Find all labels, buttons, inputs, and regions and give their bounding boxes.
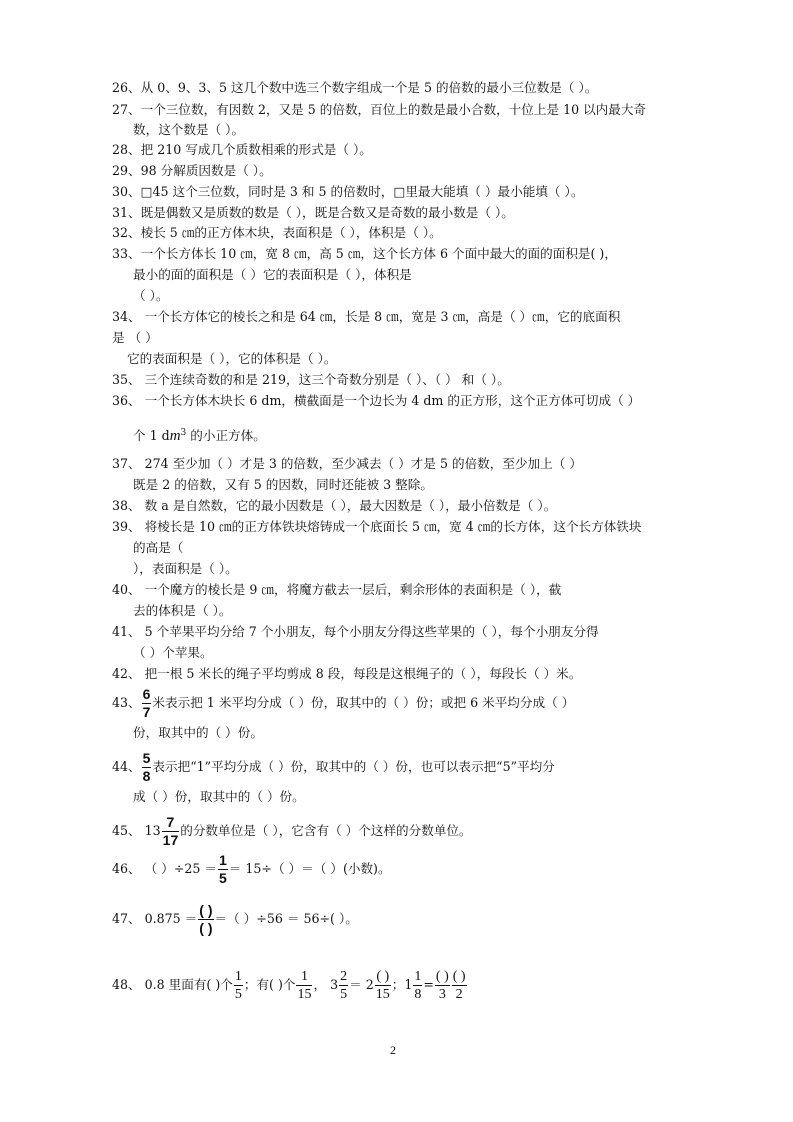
fraction-denominator: 8 [414, 987, 422, 1002]
question-43-text: 米表示把 1 米平均分成（ ）份，取其中的（ ）份；或把 6 米平均分成（ ） [152, 695, 575, 710]
question-46-text-b: ＝ 15÷（ ）＝（ ）(小数)。 [228, 861, 391, 876]
fraction-denominator: 8 [142, 768, 151, 784]
question-45 [112, 814, 472, 849]
fraction-1-5 [234, 968, 243, 1003]
fraction-blank-2 [452, 968, 467, 1003]
question-41-line-2: （ ）个苹果。 [133, 645, 213, 660]
question-48-text-e: ；1 [391, 977, 413, 992]
fraction-numerator: ( ) [199, 902, 213, 918]
question-47-text-b: ＝（ ）÷56 ＝ 56÷( ）。 [214, 911, 358, 926]
question-46 [112, 852, 391, 887]
fraction-7-17 [162, 814, 180, 849]
fraction-numerator: 1 [234, 969, 242, 984]
question-30: 30、□45 这个三位数，同时是 3 和 5 的倍数时，□里最大能填（ ）最小能填（ ）。 [112, 184, 584, 199]
question-47 [112, 902, 358, 937]
fraction-denominator: 5 [234, 987, 242, 1002]
fraction-denominator: 15 [297, 987, 312, 1002]
question-44-line-2: 成（ ）份，取其中的（ ）份。 [133, 789, 305, 804]
fraction-numerator: ( ) [435, 969, 449, 984]
question-34-line-2: 是 （ ） [112, 330, 158, 345]
question-48-text-d: ＝ 2 [349, 977, 374, 992]
question-33-line-1: 33、一个长方体长 10 ㎝，宽 8 ㎝，高 5 ㎝，这个长方体 6 个面中最大的面的面积是( )， [112, 246, 617, 261]
fraction-denominator: 5 [340, 987, 348, 1002]
question-27-line-2: 数，这个数是（ ）。 [133, 122, 245, 137]
fraction-1-8 [413, 968, 422, 1003]
fraction-numerator: ( ) [452, 969, 466, 984]
question-45-number: 45、 13 [112, 823, 161, 838]
question-45-text: 的分数单位是（ ），它含有（ ）个这样的分数单位。 [180, 823, 472, 838]
fraction-blank [198, 902, 213, 937]
fraction-denominator: 7 [142, 704, 151, 720]
unit-m-symbol: m [169, 428, 181, 445]
question-33-line-2: 最小的面的面积是（ ）它的表面积是（ ），体积是 [133, 267, 412, 282]
question-39-line-1: 39、 将棱长是 10 ㎝的正方体铁块熔铸成一个底面长 5 ㎝，宽 4 ㎝的长方体，这个长方体铁块 [112, 519, 642, 534]
question-36-line-2 [133, 424, 266, 445]
fraction-5-8 [142, 750, 152, 785]
question-34-line-3: 它的表面积是（ ），它的体积是（ ）。 [127, 351, 337, 366]
fraction-2-5 [339, 968, 348, 1003]
question-48-text-c: ， 3 [313, 977, 339, 992]
question-27-line-1: 27、一个三位数，有因数 2，又是 5 的倍数，百位上的数是最小合数，十位上是 10 以内最大奇 [112, 102, 647, 117]
question-48 [112, 968, 468, 1003]
fraction-blank-15 [375, 968, 391, 1003]
fraction-blank-3 [435, 968, 450, 1003]
unit-exponent: 3 [180, 428, 187, 438]
question-31: 31、既是偶数又是质数的数是（ ），既是合数又是奇数的最小数是（ ）。 [112, 205, 514, 220]
question-32: 32、棱长 5 ㎝的正方体木块，表面积是（ ），体积是（ ）。 [112, 225, 442, 240]
question-48-text-b: ；有( )个 [243, 977, 296, 992]
fraction-denominator: 15 [375, 987, 390, 1002]
question-44-line-1 [112, 750, 555, 785]
fraction-numerator: 6 [142, 686, 151, 702]
question-37-line-2: 既是 2 的倍数，又有 5 的因数，同时还能被 3 整除。 [133, 477, 433, 492]
question-43-number: 43、 [112, 695, 141, 710]
question-39-line-2: 的高是（ [133, 540, 184, 555]
question-38: 38、 数 a 是自然数，它的最小因数是（ ），最大因数是（ ），最小倍数是（ ）。 [112, 498, 557, 513]
fraction-numerator: 1 [414, 969, 422, 984]
question-48-text-a: 48、 0.8 里面有( )个 [112, 977, 233, 992]
question-42: 42、 把一根 5 米长的绳子平均剪成 8 段，每段是这根绳子的（ ），每段长（ ）米。 [112, 666, 582, 681]
fraction-6-7 [142, 686, 152, 721]
fraction-numerator: 1 [296, 968, 312, 986]
question-43-line-2: 份，取其中的（ ）份。 [133, 725, 263, 740]
fraction-1-15 [296, 968, 312, 1003]
question-46-text-a: 46、 （ ）÷25 ＝ [112, 861, 217, 876]
question-40-line-2: 去的体积是（ ）。 [133, 603, 232, 618]
question-29: 29、98 分解质因数是（ ）。 [112, 163, 272, 178]
page-number: 2 [390, 1043, 396, 1057]
question-26: 26、从 0、9、3、5 这几个数中选三个数字组成一个是 5 的倍数的最小三位数是（ ）。 [112, 80, 598, 95]
question-34-line-1: 34、 一个长方体它的棱长之和是 64 ㎝，长是 8 ㎝，宽是 3 ㎝，高是（ ）㎝，它的底面积 [112, 309, 621, 324]
question-48-equals: = [423, 977, 434, 992]
question-47-text-a: 47、 0.875 ＝ [112, 911, 198, 926]
fraction-1-5 [218, 852, 228, 887]
fraction-numerator: 5 [142, 750, 151, 766]
fraction-numerator: 2 [340, 969, 348, 984]
fraction-denominator: ( ) [199, 920, 213, 936]
question-43-line-1 [112, 686, 574, 721]
question-39-line-3: ），表面积是（ ）。 [133, 561, 238, 576]
fraction-denominator: 2 [455, 987, 463, 1002]
question-36-line-1: 36、 一个长方体木块长 6 dm，横截面是一个边长为 4 dm 的正方形，这个正方体可切成（ ） [112, 393, 641, 408]
fraction-denominator: 17 [162, 832, 179, 848]
question-41-line-1: 41、 5 个苹果平均分给 7 个小朋友，每个小朋友分得这些苹果的（ ），每个小朋友分得 [112, 624, 599, 639]
question-28: 28、把 210 写成几个质数相乘的形式是（ ）。 [112, 142, 372, 157]
question-36-text-a: 个 1 d [133, 428, 170, 444]
question-33-line-3: （ ）。 [133, 288, 169, 303]
fraction-denominator: 5 [219, 870, 227, 886]
question-35: 35、 三个连续奇数的和是 219，这三个奇数分别是（ ）、（ ） 和（ ）。 [112, 372, 510, 387]
fraction-denominator: 3 [438, 987, 446, 1002]
fraction-numerator: 1 [219, 852, 227, 868]
question-36-text-b: 的小正方体。 [186, 428, 266, 444]
question-44-text: 表示把“1”平均分成（ ）份，取其中的（ ）份，也可以表示把“5”平均分 [152, 759, 555, 774]
question-44-number: 44、 [112, 759, 141, 774]
fraction-numerator: ( ) [376, 969, 390, 984]
fraction-numerator: 7 [162, 814, 180, 832]
question-37-line-1: 37、 274 至少加（ ）才是 3 的倍数，至少减去（ ）才是 5 的倍数，至少加上（ ） [112, 456, 582, 471]
question-40-line-1: 40、 一个魔方的棱长是 9 ㎝，将魔方截去一层后，剩余形体的表面积是（ ），截 [112, 582, 562, 597]
